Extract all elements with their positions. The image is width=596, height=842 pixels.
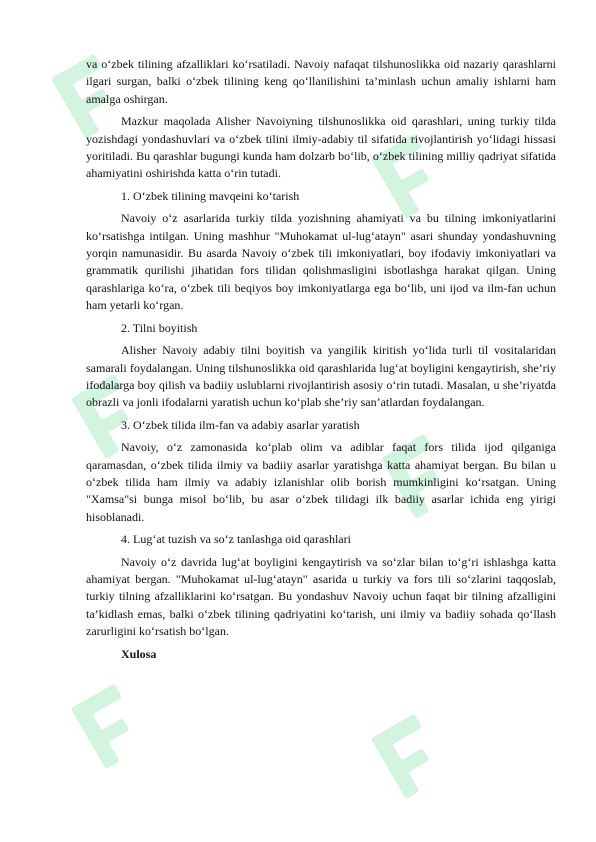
paragraph-section-3: Navoiy, o‘z zamonasida ko‘plab olim va adiblar faqat fors tilida ijod qilganiga qaramasdan, o‘zbek tilida ilmiy va badiiy asarlar yaratishga katta ahamiyat bergan. Bu bilan u o‘zbek tilida ham ilmiy va adabiy izlanishlar olib borish mumkinligini ko‘rsatgan. Uning "Xamsa"si bunga misol bo‘lib, bu asar o‘zbek tilidagi ilk badiiy asarlar ichida eng yirigi hisoblanadi. [86, 440, 556, 524]
paragraph-intro: va o‘zbek tilining afzalliklari ko‘rsatiladi. Navoiy nafaqat tilshunoslikka oid nazariy qarashlarni ilgari surgan, balki o‘zbek tilining keng qo‘llanilishini ta’minlash uchun amaliy ishlarni ham amalga oshirgan. [86, 57, 556, 106]
paragraph-section-1: Navoiy o‘z asarlarida turkiy tilda yozishning ahamiyati va bu tilning imkoniyatlarini ko‘rsatishga intilgan. Uning mashhur "Muhokamat ul-lug‘atayn" asari shunday yondashuvning yorqin namunasidir. Bu asarda Navoiy o‘zbek tili imkoniyatlari, boy ifodaviy imkoniyatlari va grammatik qurilishi jihatidan fors tilidan qolishmasligini isbotlashga harakat qilgan. Uning qarashlariga ko‘ra, o‘zbek tili beqiyos boy imkoniyatlarga ega bo‘lib, uni ijod va ilm-fan uchun ham yetarli ko‘rgan. [86, 211, 556, 313]
watermark-logo-icon [60, 670, 170, 800]
document-body [86, 56, 556, 663]
paragraph-section-2: Alisher Navoiy adabiy tilni boyitish va yangilik kiritish yo‘lida turli til vositalaridan samarali foydalangan. Uning tilshunoslikka oid qarashlarida lug‘at boyligini kengaytirish, she’riy ifodalarga boy qilish va badiiy uslublarni rivojlantirish asosiy o‘rin tutadi. Masalan, u she’riyatda obrazli va jonli ifodalarni yaratish uchun ko‘plab she’riy san’atlardan foydalangan. [86, 343, 556, 410]
section-heading-3: 3. O‘zbek tilida ilm-fan va adabiy asarlar yaratish [121, 417, 360, 432]
section-heading-4: 4. Lug‘at tuzish va so‘z tanlashga oid qarashlari [121, 532, 351, 547]
paragraph-overview: Mazkur maqolada Alisher Navoiyning tilshunoslikka oid qarashlari, uning turkiy tilda yozishdagi yondashuvlari va o‘zbek tilini ilmiy-adabiy til sifatida rivojlantirish yo‘lidagi hissasi yoritiladi. Bu qarashlar bugungi kunda ham dolzarb bo‘lib, o‘zbek tilining milliy qadriyat sifatida ahamiyatini oshirishda katta o‘rin tutadi. [86, 114, 556, 181]
conclusion-heading: Xulosa [121, 646, 157, 661]
section-heading-2: 2. Tilni boyitish [121, 320, 198, 335]
section-heading-1: 1. O‘zbek tilining mavqeini ko‘tarish [121, 188, 300, 203]
paragraph-section-4: Navoiy o‘z davrida lug‘at boyligini kengaytirish va so‘zlar bilan to‘g‘ri ishlashga katta ahamiyat bergan. "Muhokamat ul-lug‘atayn" asarida u turkiy va fors tili so‘zlarini taqqoslab, turkiy tilning afzalliklarini ko‘rsatgan. Bu yondashuv Navoiy uchun faqat bir tilning afzalligini ta’kidlash emas, balki o‘zbek tilining qadriyatini ko‘tarish, uni ilmiy va badiiy sohada qo‘llash zarurligini ko‘rsatish bo‘lgan. [86, 554, 556, 639]
watermark-logo-icon [360, 700, 470, 830]
